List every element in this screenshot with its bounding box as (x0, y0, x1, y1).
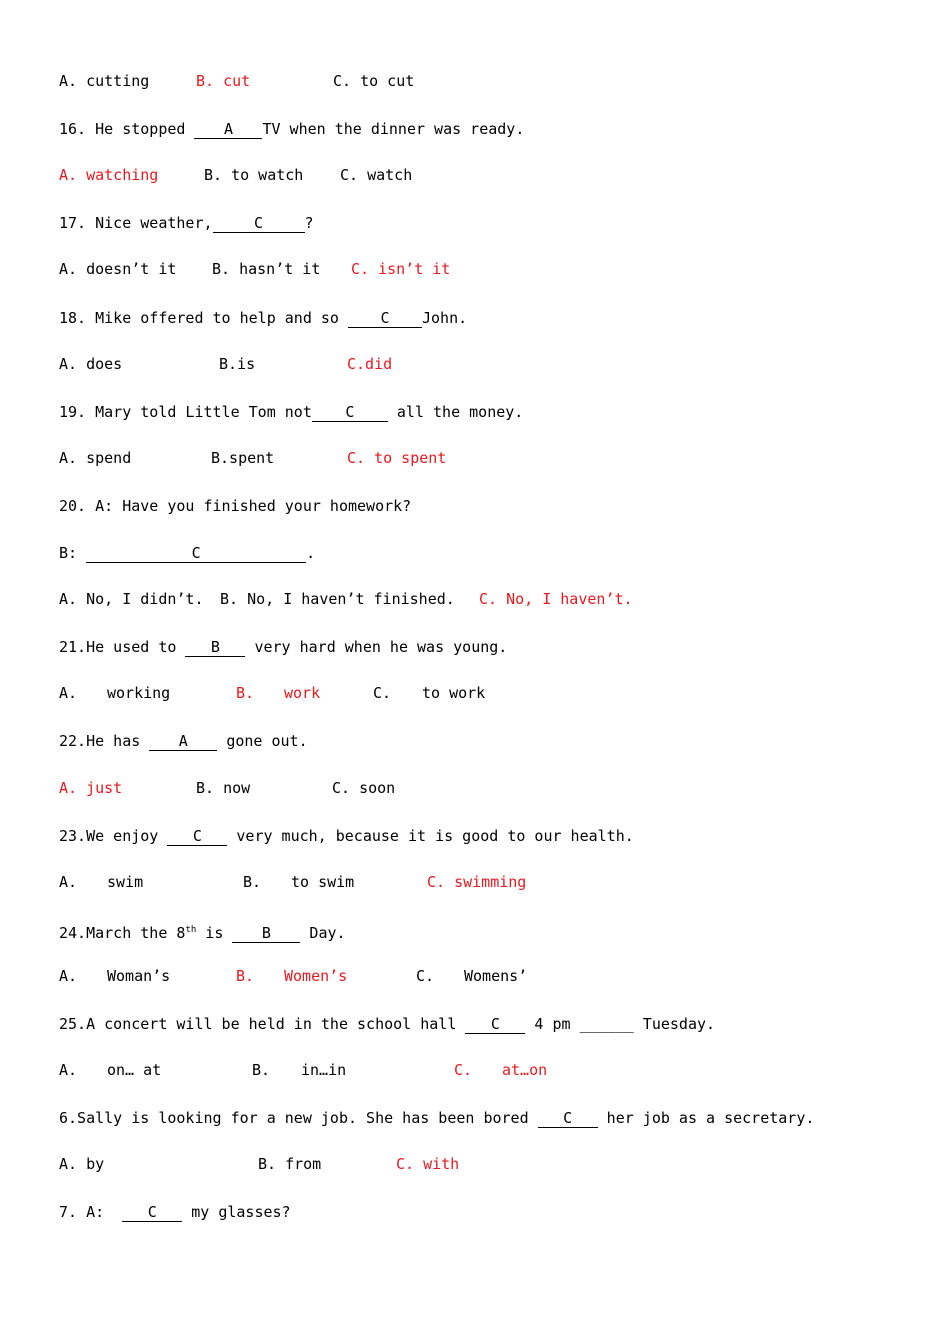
answer-option: B. (243, 873, 262, 891)
question-stem: 22.He has (59, 732, 150, 750)
question-tail: Day. (300, 924, 346, 942)
answer-option: C. isn’t it (351, 260, 451, 278)
answer-option: B. hasn’t it (212, 260, 321, 278)
answer-option: B. (236, 967, 255, 985)
question-tail: 4 pm ______ Tuesday. (525, 1015, 716, 1033)
answer-option: A. cutting (59, 72, 150, 90)
question-tail: very hard when he was young. (245, 638, 508, 656)
answer-blank: A (194, 121, 262, 139)
question-stem: 17. Nice weather, (59, 214, 213, 232)
question-stem: 18. Mike offered to help and so (59, 309, 348, 327)
answer-option: C. to spent (347, 449, 447, 467)
answer-option: to swim (291, 873, 355, 891)
question-line (59, 1014, 715, 1034)
answer-option: B.is (219, 355, 256, 373)
question-line (59, 213, 314, 233)
question-line (59, 119, 524, 139)
question-tail: . (306, 544, 316, 562)
answer-option: at…on (502, 1061, 548, 1079)
question-line (59, 1202, 291, 1222)
answer-option: C. with (396, 1155, 460, 1173)
question-tail: gone out. (217, 732, 308, 750)
answer-option: A. (59, 967, 78, 985)
answer-option: B. now (196, 779, 251, 797)
answer-option: work (284, 684, 321, 702)
answer-option: B. (236, 684, 255, 702)
question-stem: 25.A concert will be held in the school hall (59, 1015, 466, 1033)
question-tail: TV when the dinner was ready. (262, 120, 525, 138)
question-stem: 6.Sally is looking for a new job. She has been bored (59, 1109, 538, 1127)
answer-option: A. just (59, 779, 123, 797)
answer-option: A. by (59, 1155, 105, 1173)
answer-option: B. cut (196, 72, 251, 90)
question-tail: all the money. (387, 403, 524, 421)
question-stem: is (196, 924, 233, 942)
answer-option: in…in (301, 1061, 347, 1079)
answer-blank: C (312, 404, 388, 422)
answer-blank: C (538, 1110, 598, 1128)
answer-option: working (107, 684, 171, 702)
answer-blank: B (232, 925, 300, 943)
question-line (59, 920, 346, 943)
answer-blank: C (348, 310, 422, 328)
answer-option: A. does (59, 355, 123, 373)
question-stem: 19. Mary told Little Tom not (59, 403, 312, 421)
answer-option: A. doesn’t it (59, 260, 177, 278)
answer-option: B. (252, 1061, 271, 1079)
answer-option: to work (422, 684, 486, 702)
answer-option: B.spent (211, 449, 275, 467)
question-line (59, 731, 308, 751)
answer-blank: A (149, 733, 217, 751)
answer-option: A. (59, 873, 78, 891)
question-line (59, 543, 315, 563)
question-stem: B: (59, 544, 87, 562)
answer-option: C. No, I haven’t. (479, 590, 633, 608)
answer-option: B. from (258, 1155, 322, 1173)
answer-option: C. soon (332, 779, 396, 797)
answer-option: B. No, I haven’t finished. (220, 590, 455, 608)
question-stem: 23.We enjoy (59, 827, 168, 845)
answer-option: on… at (107, 1061, 162, 1079)
question-tail: John. (421, 309, 468, 327)
answer-option: C. swimming (427, 873, 527, 891)
question-stem: 16. He stopped (59, 120, 195, 138)
answer-blank: C (122, 1204, 182, 1222)
question-line (59, 637, 507, 657)
answer-option: B. to watch (204, 166, 304, 184)
question-stem: 7. A: (59, 1203, 123, 1221)
answer-option: C. (454, 1061, 473, 1079)
question-line (59, 826, 634, 846)
answer-blank: C (167, 828, 227, 846)
question-line (59, 402, 523, 422)
answer-option: Woman’s (107, 967, 171, 985)
question-line (59, 1108, 814, 1128)
answer-option: swim (107, 873, 144, 891)
question-stem: 24.March the 8 (59, 924, 186, 942)
question-line (59, 308, 467, 328)
question-tail: very much, because it is good to our health. (227, 827, 634, 845)
answer-option: C. (416, 967, 435, 985)
answer-option: A. No, I didn’t. (59, 590, 204, 608)
answer-option: Women’s (284, 967, 348, 985)
question-tail: ? (304, 214, 314, 232)
answer-option: A. (59, 1061, 78, 1079)
answer-option: C. (373, 684, 392, 702)
answer-option: C. watch (340, 166, 413, 184)
answer-option: A. spend (59, 449, 132, 467)
answer-option: Womens’ (464, 967, 528, 985)
answer-blank: B (185, 639, 245, 657)
question-stem: 21.He used to (59, 638, 186, 656)
answer-option: C.did (347, 355, 393, 373)
question-tail: her job as a secretary. (597, 1109, 815, 1127)
superscript: th (185, 925, 197, 935)
answer-blank: C (213, 215, 305, 233)
answer-option: A. (59, 684, 78, 702)
answer-option: A. watching (59, 166, 159, 184)
answer-option: C. to cut (333, 72, 415, 90)
question-tail: my glasses? (182, 1203, 291, 1221)
answer-blank: C (86, 545, 306, 563)
answer-blank: C (465, 1016, 525, 1034)
question-text: 20. A: Have you finished your homework? (59, 497, 412, 515)
